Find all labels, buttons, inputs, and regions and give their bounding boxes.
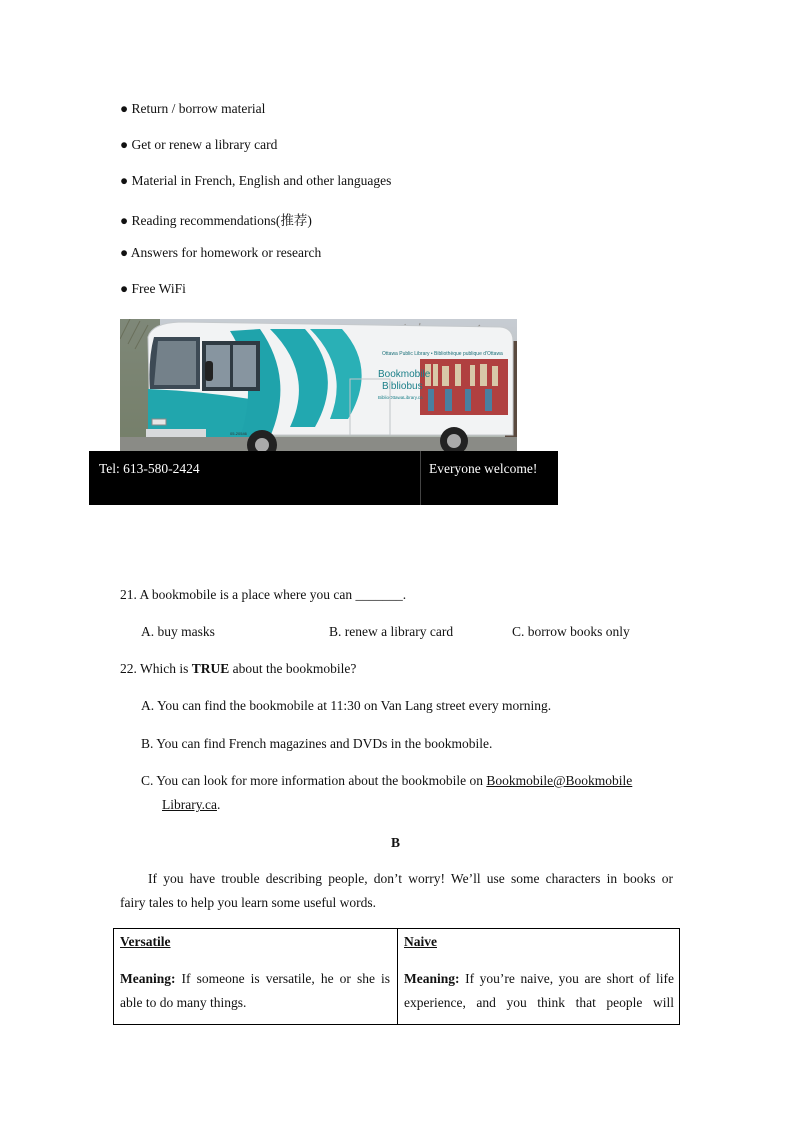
contact-welcome: Everyone welcome! (429, 461, 538, 476)
bullet-item-1: ● Return / borrow material (120, 101, 266, 116)
q22-option-c-text: C. You can look for more information about the bookmobile on (141, 773, 487, 788)
table-divider (397, 929, 398, 1024)
bullet-item-3: ● Material in French, English and other languages (120, 173, 392, 188)
meaning-label-left: Meaning: (120, 971, 176, 986)
q22-stem-post: about the bookmobile? (229, 661, 357, 676)
q21-option-a: A. buy masks (141, 624, 215, 639)
q21-stem: 21. A bookmobile is a place where you can _______. (120, 587, 407, 602)
q22-option-c-end: . (216, 797, 221, 812)
meaning-left-line2: able to do many things. (120, 995, 247, 1010)
q22-option-c-link[interactable]: Bookmobile@Bookmobile (486, 773, 633, 788)
meaning-left-line1: If someone is versatile, he or she is (175, 971, 390, 986)
q22-stem-pre: 22. Which is (120, 661, 192, 676)
vocab-table (113, 928, 680, 1025)
meaning-label-right: Meaning: (404, 971, 460, 986)
bus-name-fr: Bibliobus (382, 381, 423, 392)
bus-brand-line: Ottawa Public Library • Bibliothèque publique d'Ottawa (382, 351, 503, 357)
section-b-para-line2: fairy tales to help you learn some useful words. (120, 895, 377, 910)
q21-option-c: C. borrow books only (512, 624, 630, 639)
section-b-para-line1: If you have trouble describing people, don’t worry! We’ll use some characters in books or (148, 871, 673, 886)
bullet-item-5: ● Answers for homework or research (120, 245, 322, 260)
contact-bar (89, 451, 558, 505)
q21-option-b: B. renew a library card (329, 624, 454, 639)
q22-option-c (141, 773, 673, 789)
bus-plate: 05-20546 (230, 431, 247, 436)
table-cell-versatile (120, 929, 390, 1015)
bullet-item-2: ● Get or renew a library card (120, 137, 278, 152)
q22-option-c-link-cont[interactable]: Library.ca (162, 797, 217, 812)
meaning-right-line2: experience, and you think that people will (404, 995, 674, 1010)
word-versatile: Versatile (120, 934, 171, 949)
section-b-heading: B (391, 835, 401, 850)
q22-option-b: B. You can find French magazines and DVDs in the bookmobile. (141, 736, 493, 751)
contact-divider (420, 451, 421, 505)
q22-stem (120, 661, 356, 677)
q22-option-c-cont (162, 797, 220, 813)
contact-tel: Tel: 613-580-2424 (99, 461, 200, 476)
bullet-item-4: ● Reading recommendations(推荐) (120, 213, 312, 228)
bus-url: BiblioOttawaLibrary.ca (378, 395, 423, 400)
bullet-item-6: ● Free WiFi (120, 281, 186, 296)
q22-stem-bold: TRUE (191, 661, 230, 676)
table-cell-naive (404, 929, 674, 1015)
meaning-right-line1: If you’re naive, you are short of life (459, 971, 674, 986)
bookmobile-photo (120, 319, 517, 452)
q22-option-a: A. You can find the bookmobile at 11:30 on Van Lang street every morning. (141, 698, 552, 713)
bus-name-en: Bookmobile (378, 369, 431, 380)
word-naive: Naive (404, 934, 437, 949)
